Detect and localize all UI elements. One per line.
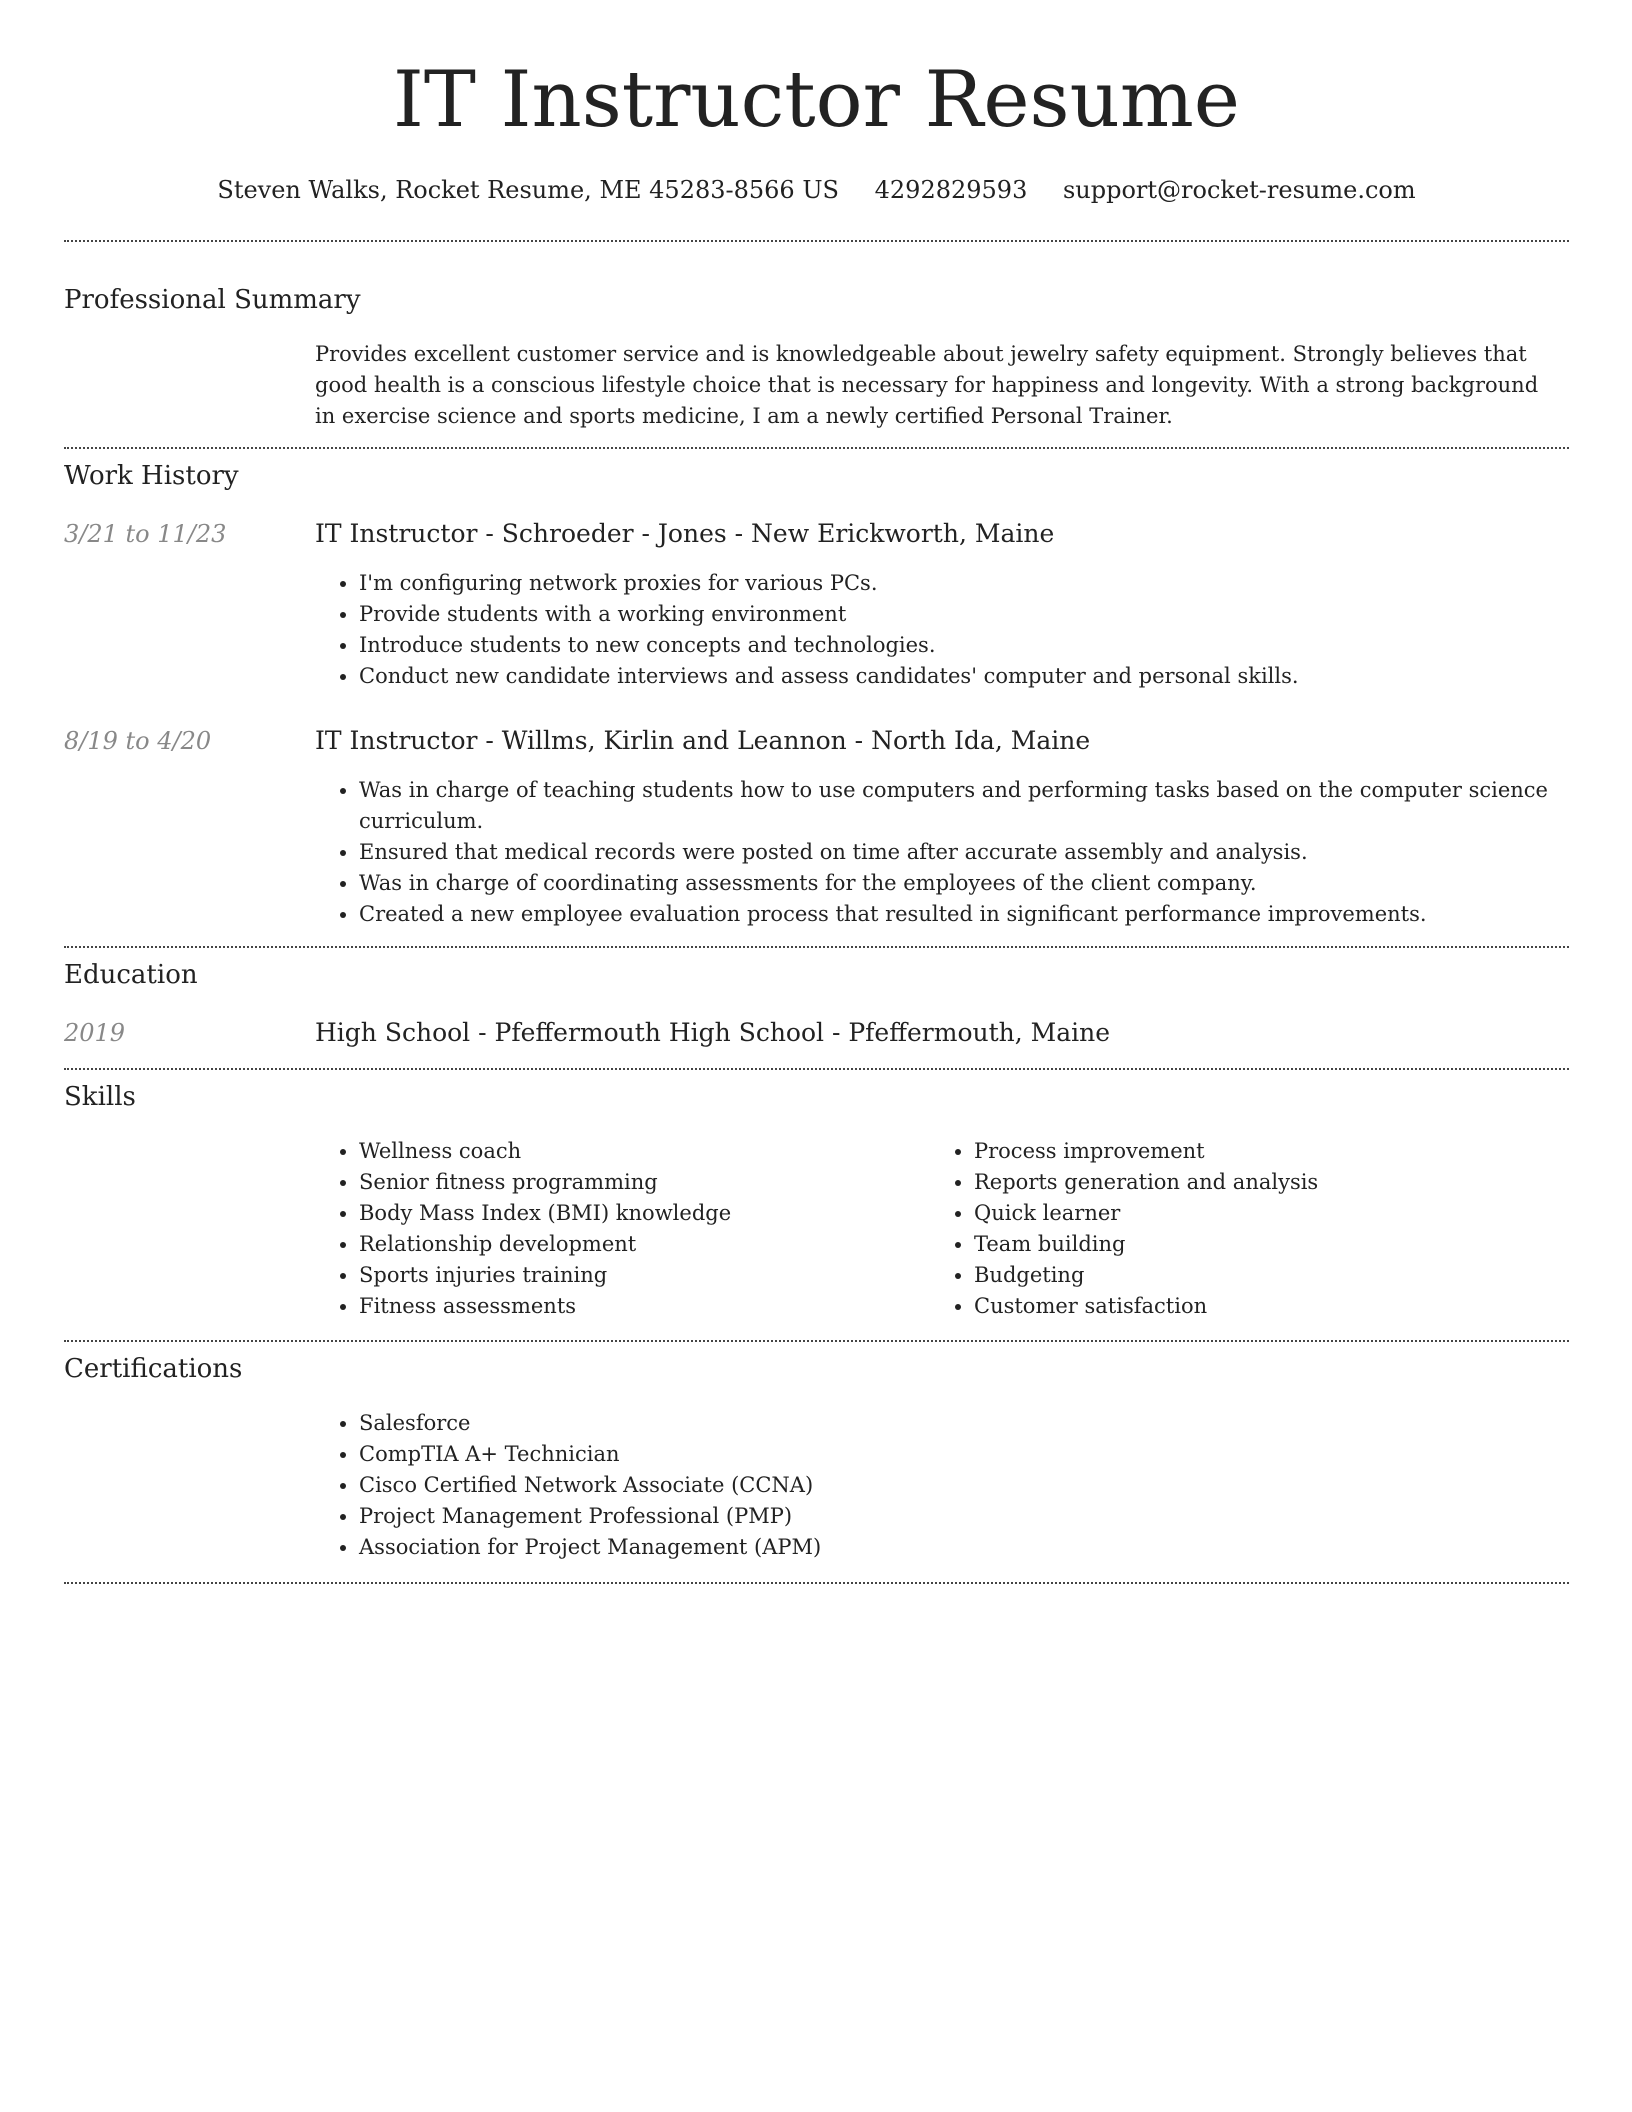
list-item: • Senior fitness programming xyxy=(359,1167,919,1198)
certifications-list xyxy=(315,1408,1599,1563)
section-title-work: Work History xyxy=(64,461,239,491)
divider xyxy=(64,946,1569,948)
section-title-summary: Professional Summary xyxy=(64,285,361,315)
education-entry: High School - Pfeffermouth High School - Pfeffermouth, Maine xyxy=(315,1018,1111,1047)
list-item: • CompTIA A+ Technician xyxy=(359,1439,1599,1470)
list-item: • Created a new employee evaluation process that resulted in significant performance improvements. xyxy=(359,899,1599,930)
contact-email: support@rocket-resume.com xyxy=(1062,176,1416,204)
divider xyxy=(64,447,1569,449)
contact-line xyxy=(64,170,1569,210)
divider xyxy=(64,1068,1569,1070)
list-item: • Sports injuries training xyxy=(359,1260,919,1291)
list-item: • Fitness assessments xyxy=(359,1291,919,1322)
divider xyxy=(64,1340,1569,1342)
list-item: • Process improvement xyxy=(974,1136,1574,1167)
divider xyxy=(64,240,1569,242)
list-item: • Wellness coach xyxy=(359,1136,919,1167)
contact-phone: 4292829593 xyxy=(874,176,1028,204)
job-dates: 8/19 to 4/20 xyxy=(64,727,212,755)
contact-address: Steven Walks, Rocket Resume, ME 45283-8566 US xyxy=(217,176,839,204)
job-dates: 3/21 to 11/23 xyxy=(64,520,227,548)
list-item: • Budgeting xyxy=(974,1260,1574,1291)
summary-text: Provides excellent customer service and is knowledgeable about jewelry safety equipment. Strongly believes that good health is a conscious lifestyle choice that is necessary for happiness and longevity. With a strong background in exercise science and sports medicine, I am a newly certified Personal Trainer. xyxy=(315,342,1539,428)
list-item: • Ensured that medical records were posted on time after accurate assembly and analysis. xyxy=(359,837,1599,868)
list-item: • Conduct new candidate interviews and assess candidates' computer and personal skills. xyxy=(359,661,1599,692)
section-title-skills: Skills xyxy=(64,1082,136,1112)
divider xyxy=(64,1582,1569,1584)
list-item: • Was in charge of coordinating assessments for the employees of the client company. xyxy=(359,868,1599,899)
section-title-education: Education xyxy=(64,960,198,990)
job-bullets xyxy=(315,568,1599,692)
list-item: • Body Mass Index (BMI) knowledge xyxy=(359,1198,919,1229)
list-item: • Relationship development xyxy=(359,1229,919,1260)
skills-list-left xyxy=(315,1136,919,1322)
education-year: 2019 xyxy=(64,1019,126,1047)
job-title: IT Instructor - Willms, Kirlin and Leannon - North Ida, Maine xyxy=(315,726,1091,755)
resume-title: IT Instructor Resume xyxy=(393,55,1240,145)
list-item: • Customer satisfaction xyxy=(974,1291,1574,1322)
list-item: • Salesforce xyxy=(359,1408,1599,1439)
list-item: • Provide students with a working environment xyxy=(359,599,1599,630)
list-item: • Association for Project Management (APM) xyxy=(359,1532,1599,1563)
list-item: • Project Management Professional (PMP) xyxy=(359,1501,1599,1532)
list-item: • Introduce students to new concepts and technologies. xyxy=(359,630,1599,661)
list-item: • Quick learner xyxy=(974,1198,1574,1229)
list-item: • Was in charge of teaching students how to use computers and performing tasks based on the computer science curriculum. xyxy=(359,775,1599,837)
list-item: • I'm configuring network proxies for various PCs. xyxy=(359,568,1599,599)
list-item: • Team building xyxy=(974,1229,1574,1260)
list-item: • Reports generation and analysis xyxy=(974,1167,1574,1198)
job-title: IT Instructor - Schroeder - Jones - New Erickworth, Maine xyxy=(315,519,1055,548)
section-title-certifications: Certifications xyxy=(64,1354,243,1384)
list-item: • Cisco Certified Network Associate (CCNA) xyxy=(359,1470,1599,1501)
skills-list-right xyxy=(930,1136,1574,1322)
job-bullets xyxy=(315,775,1599,930)
